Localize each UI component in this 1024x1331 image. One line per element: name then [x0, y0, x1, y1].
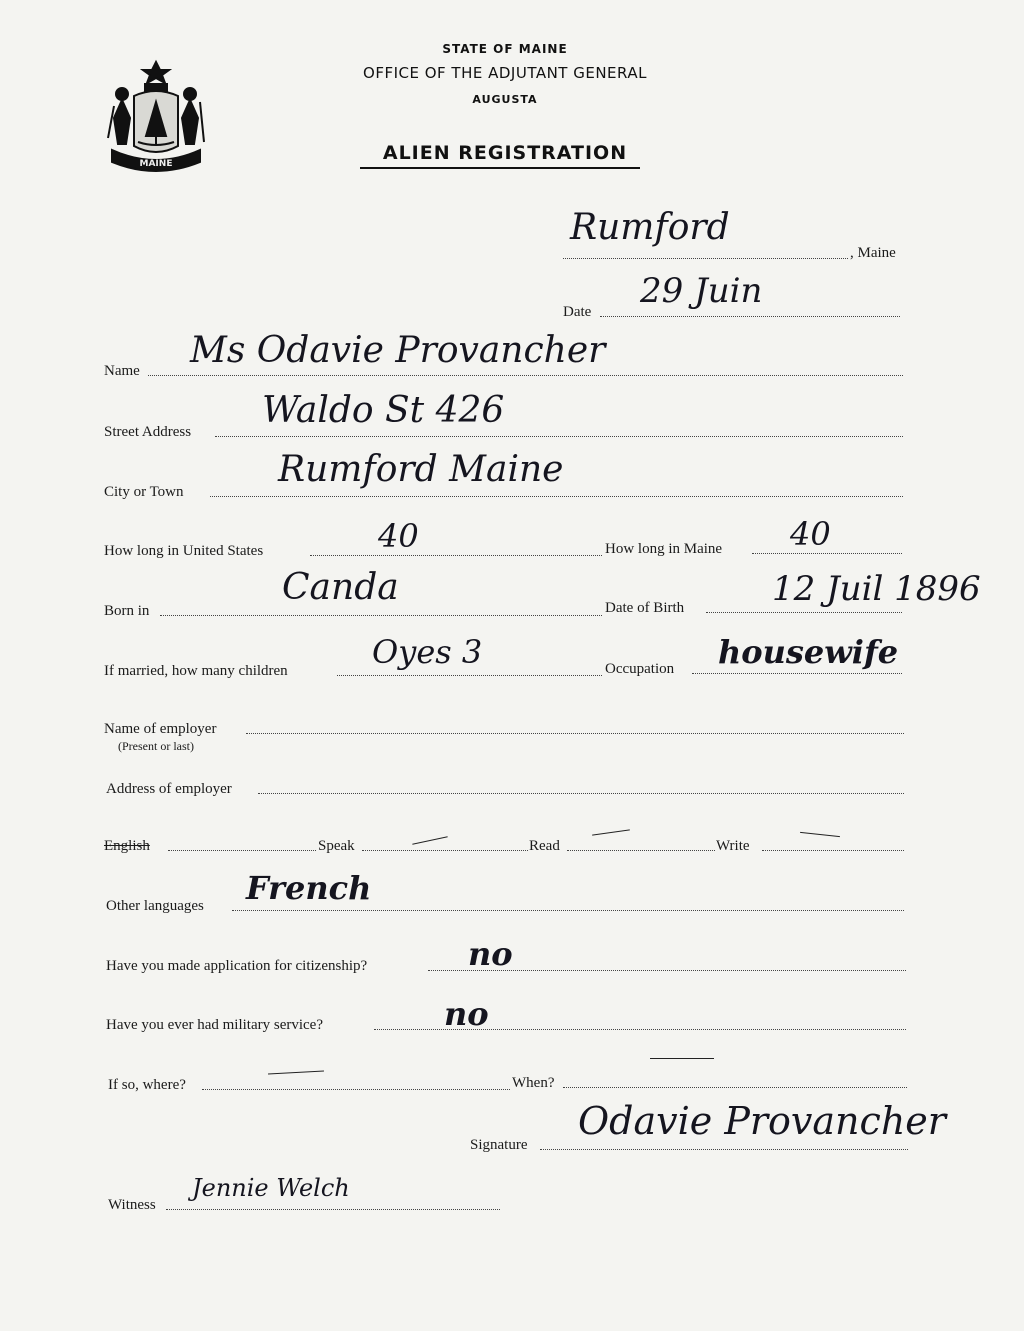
military-value: no [444, 995, 489, 1033]
where-dash [268, 1071, 324, 1075]
born-in-value: Canda [282, 567, 399, 608]
witness-label: Witness [108, 1197, 156, 1213]
how-long-maine-value: 40 [790, 515, 831, 553]
svg-text:MAINE: MAINE [139, 159, 173, 169]
signature-value: Odavie Provancher [578, 1099, 946, 1143]
header-state: STATE OF MAINE [442, 42, 568, 56]
how-long-us-label: How long in United States [104, 543, 264, 559]
english-label: English [104, 838, 150, 854]
speak-label: Speak [318, 838, 355, 854]
other-languages-label: Other languages [106, 898, 204, 914]
employer-note: (Present or last) [118, 739, 194, 753]
read-label: Read [529, 838, 560, 854]
header-city: AUGUSTA [472, 93, 538, 106]
date-value: 29 Juin [640, 271, 763, 311]
where-label: If so, where? [108, 1077, 186, 1093]
children-value: Oyes 3 [372, 633, 483, 671]
title-underline [360, 167, 640, 169]
write-check [800, 832, 840, 837]
name-value: Ms Odavie Provancher [190, 330, 606, 371]
write-label: Write [716, 838, 750, 854]
military-label: Have you ever had military service? [106, 1017, 323, 1033]
how-long-us-value: 40 [378, 517, 419, 555]
born-in-label: Born in [104, 603, 150, 619]
header-office: OFFICE OF THE ADJUTANT GENERAL [363, 64, 647, 82]
town-value: Rumford [570, 207, 730, 248]
how-long-maine-label: How long in Maine [605, 541, 723, 557]
name-label: Name [104, 363, 140, 379]
occupation-value: housewife [718, 633, 899, 671]
read-check [592, 829, 630, 835]
dob-value: 12 Juil 1896 [772, 569, 981, 609]
dob-label: Date of Birth [605, 600, 685, 616]
employer-address-label: Address of employer [106, 781, 232, 797]
citizenship-label: Have you made application for citizenship? [106, 958, 368, 974]
street-label: Street Address [104, 424, 192, 440]
citizenship-value: no [468, 935, 513, 973]
signature-label: Signature [470, 1137, 528, 1153]
when-label: When? [512, 1075, 555, 1091]
maine-label: , Maine [850, 245, 896, 261]
other-languages-value: French [246, 869, 372, 907]
city-label: City or Town [104, 484, 184, 500]
date-label: Date [563, 304, 592, 320]
employer-label: Name of employer [104, 721, 217, 737]
page-title: ALIEN REGISTRATION [382, 142, 628, 164]
street-value: Waldo St 426 [262, 390, 505, 431]
city-value: Rumford Maine [278, 449, 564, 490]
children-label: If married, how many children [104, 663, 288, 679]
witness-value: Jennie Welch [192, 1174, 350, 1202]
when-dash [650, 1058, 714, 1059]
state-seal-icon [100, 58, 212, 180]
speak-check [412, 836, 447, 844]
occupation-label: Occupation [605, 661, 675, 677]
